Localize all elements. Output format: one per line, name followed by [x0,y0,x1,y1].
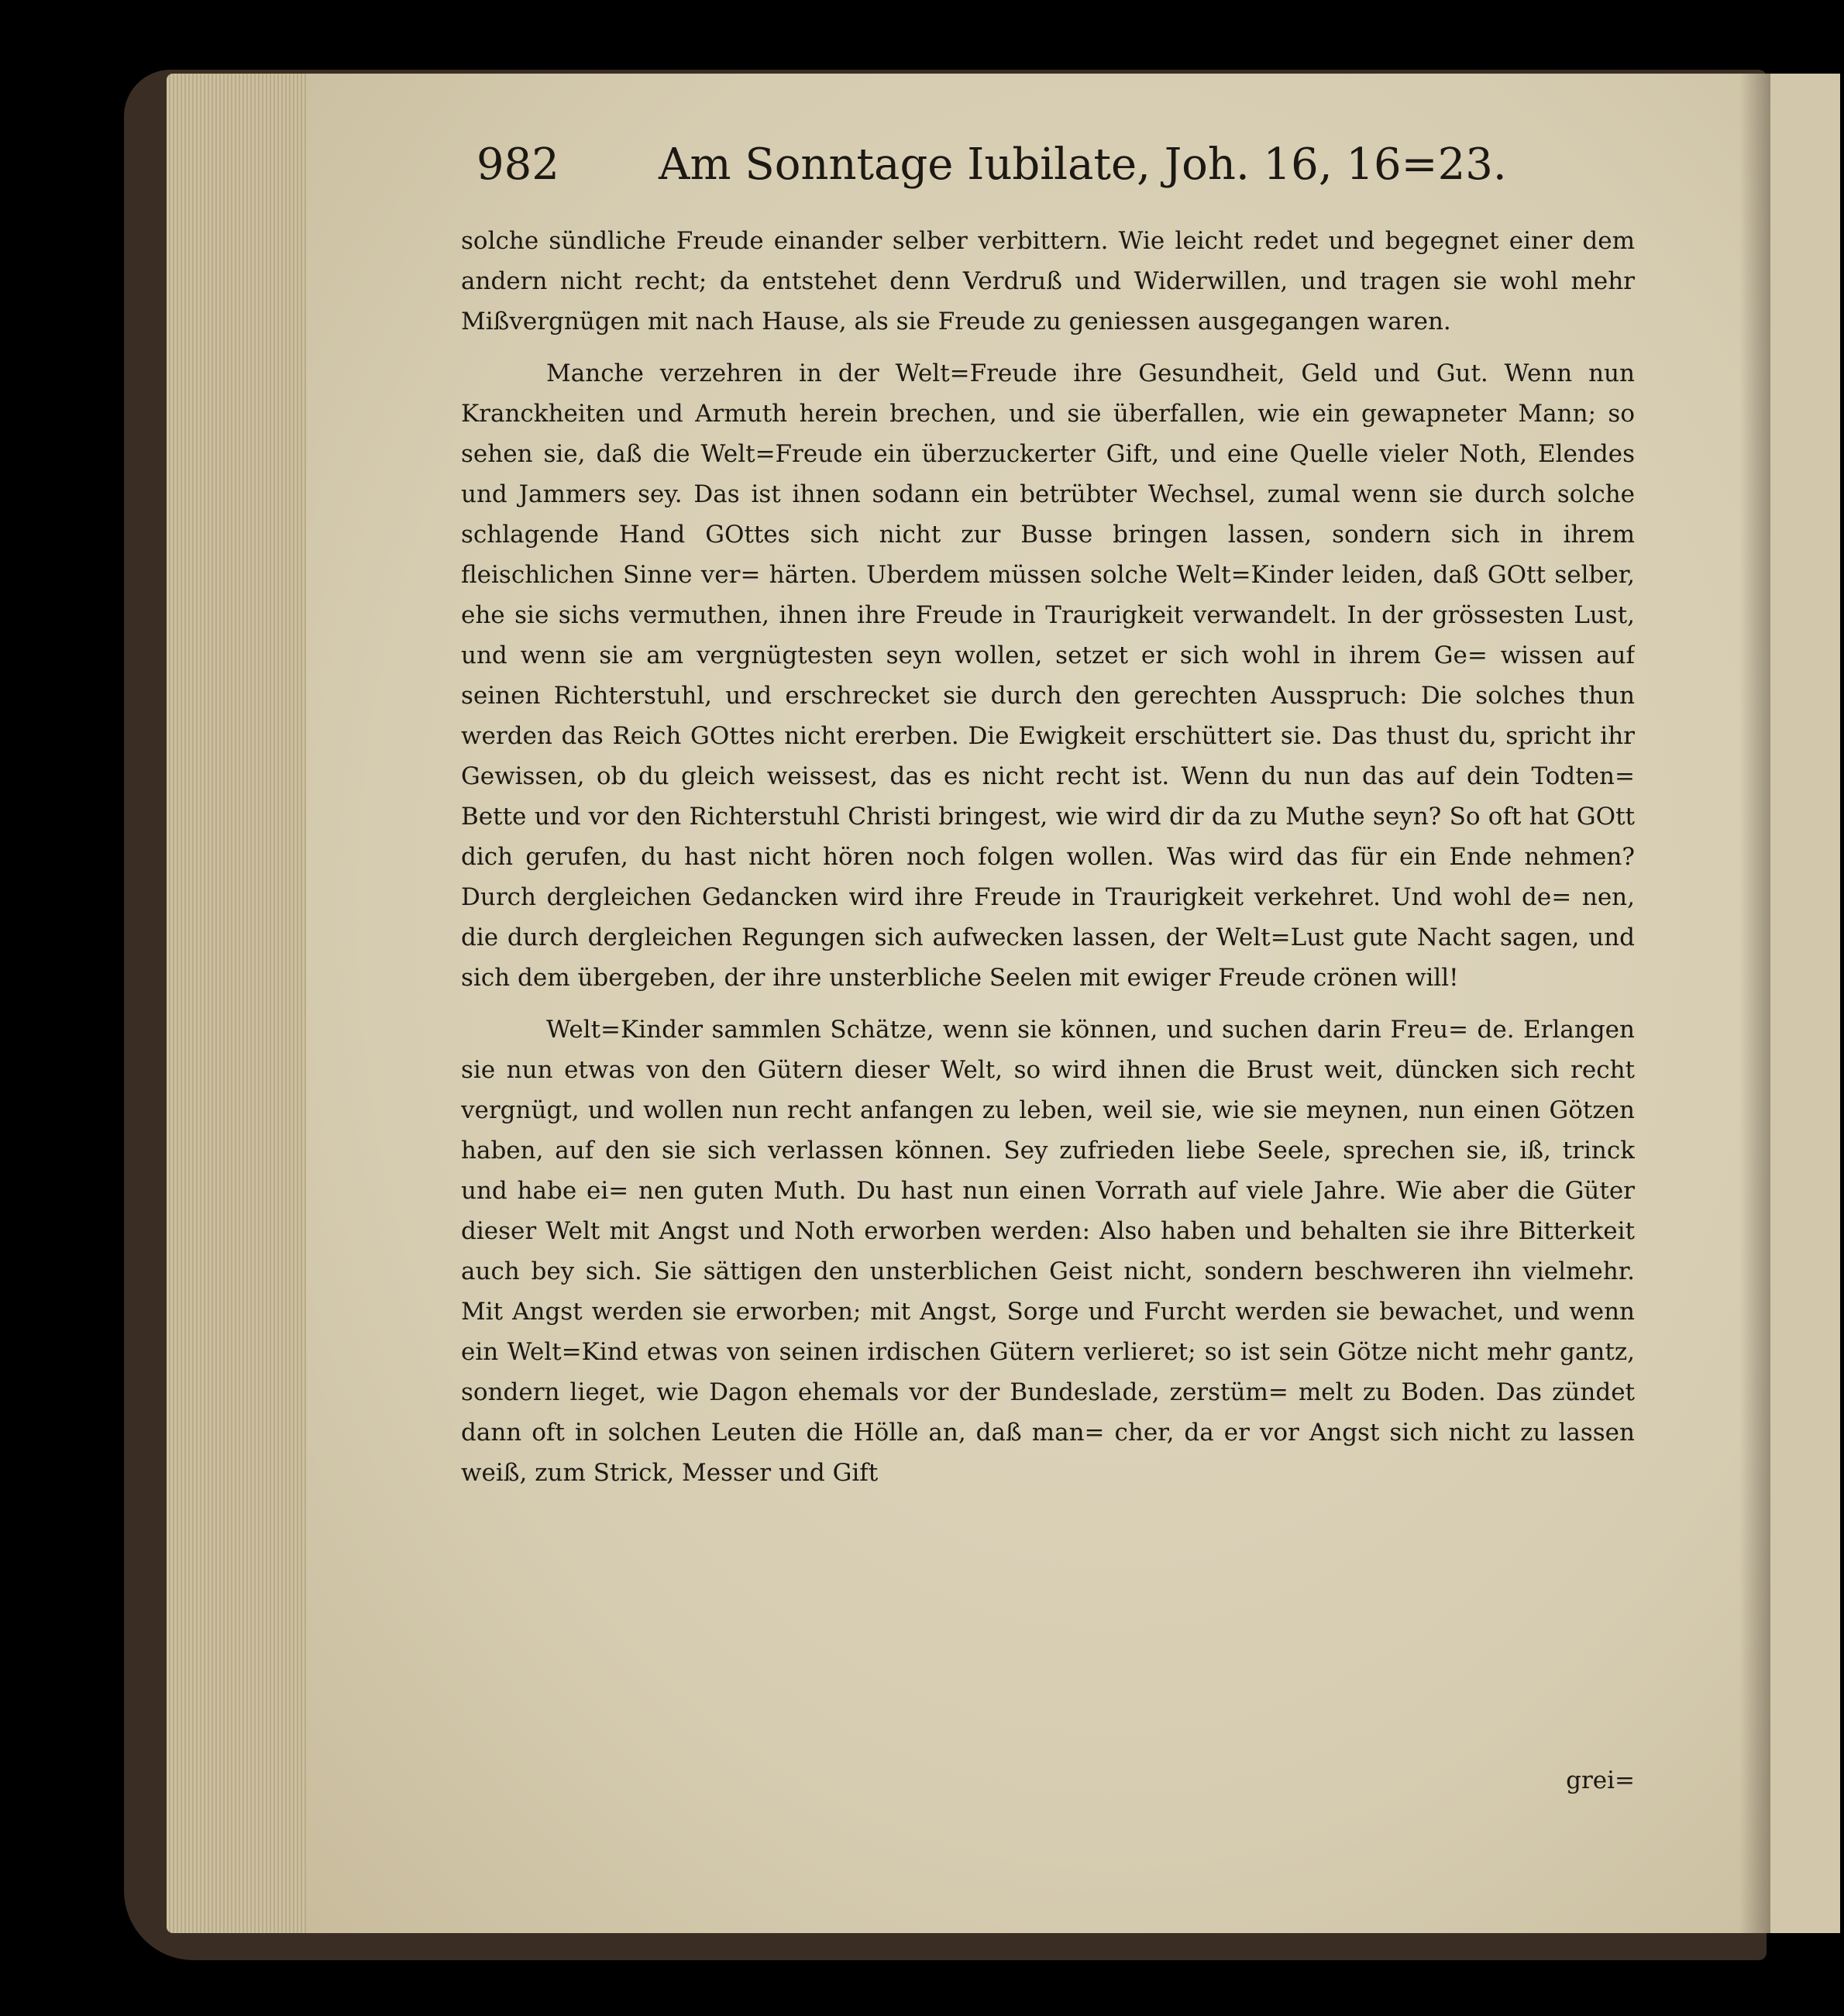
paragraph: Welt=Kinder sammlen Schätze, wenn sie können, und suchen darin Freu= de. Erlangen sie nun etwas von den Gütern dieser Welt, so wird ihnen die Brust weit, düncken sich recht vergnügt, und wollen nun recht anfangen zu leben, weil sie, wie sie meynen, nun einen Götzen haben, auf den sie sich verlassen können. Sey zufrieden liebe Seele, sprechen sie, iß, trinck und habe ei= nen guten Muth. Du hast nun einen Vorrath auf viele Jahre. Wie aber die Güter dieser Welt mit Angst und Noth erworben werden: Also haben und behalten sie ihre Bitterkeit auch bey sich. Sie sättigen den unsterblichen Geist nicht, sondern beschweren ihn vielmehr. Mit Angst werden sie erworben; mit Angst, Sorge und Furcht werden sie bewachet, und wenn ein Welt=Kind etwas von seinen irdischen Gütern verlieret; so ist sein Götze nicht mehr gantz, sondern lieget, wie Dagon ehemals vor der Bundeslade, zerstüm= melt zu Boden. Das zündet dann oft in solchen Leuten die Hölle an, daß man= cher, da er vor Angst sich nicht zu lassen weiß, zum Strick, Messer und Gift [461,1016,1635,1487]
body-text [461,221,1635,1493]
page-number: 982 [476,139,559,190]
paragraph-continuation: solche sündliche Freude einander selber verbittern. Wie leicht redet und begegnet einer dem andern nicht recht; da entstehet denn Verdruß und Widerwillen, und tragen sie wohl mehr Mißvergnügen mit nach Hause, als sie Freude zu geniessen ausgegangen waren. [461,227,1635,335]
page-gutter-shadow [1739,74,1770,1933]
page-edges [167,74,306,1933]
paragraph: Manche verzehren in der Welt=Freude ihre Gesundheit, Geld und Gut. Wenn nun Kranckheiten und Armuth herein brechen, und sie überfallen, wie ein gewapneter Mann; so sehen sie, daß die Welt=Freude ein überzuckerter Gift, und eine Quelle vieler Noth, Elendes und Jammers sey. Das ist ihnen sodann ein betrübter Wechsel, zumal wenn sie durch solche schlagende Hand GOttes sich nicht zur Busse bringen lassen, sondern sich in ihrem fleischlichen Sinne ver= härten. Uberdem müssen solche Welt=Kinder leiden, daß GOtt selber, ehe sie sichs vermuthen, ihnen ihre Freude in Traurigkeit verwandelt. In der grössesten Lust, und wenn sie am vergnügtesten seyn wollen, setzet er sich wohl in ihrem Ge= wissen auf seinen Richterstuhl, und erschrecket sie durch den gerechten Ausspruch: Die solches thun werden das Reich GOttes nicht ererben. Die Ewigkeit erschüttert sie. Das thust du, spricht ihr Gewissen, ob du gleich weissest, das es nicht recht ist. Wenn du nun das auf dein Todten= Bette und vor den Richterstuhl Christi bringest, wie wird dir da zu Muthe seyn? So oft hat GOtt dich gerufen, du hast nicht hören noch folgen wollen. Was wird das für ein Ende nehmen? Durch dergleichen Gedancken wird ihre Freude in Traurigkeit verkehret. Und wohl de= nen, die durch dergleichen Regungen sich aufwecken lassen, der Welt=Lust gute Nacht sagen, und sich dem übergeben, der ihre unsterbliche Seelen mit ewiger Freude crönen will! [461,360,1635,992]
running-head [476,139,1693,201]
running-title: Am Sonntage Iubilate, Joh. 16, 16=23. [659,139,1507,190]
facing-page-edge [1770,74,1840,1933]
catchword: grei= [1566,1767,1635,1794]
